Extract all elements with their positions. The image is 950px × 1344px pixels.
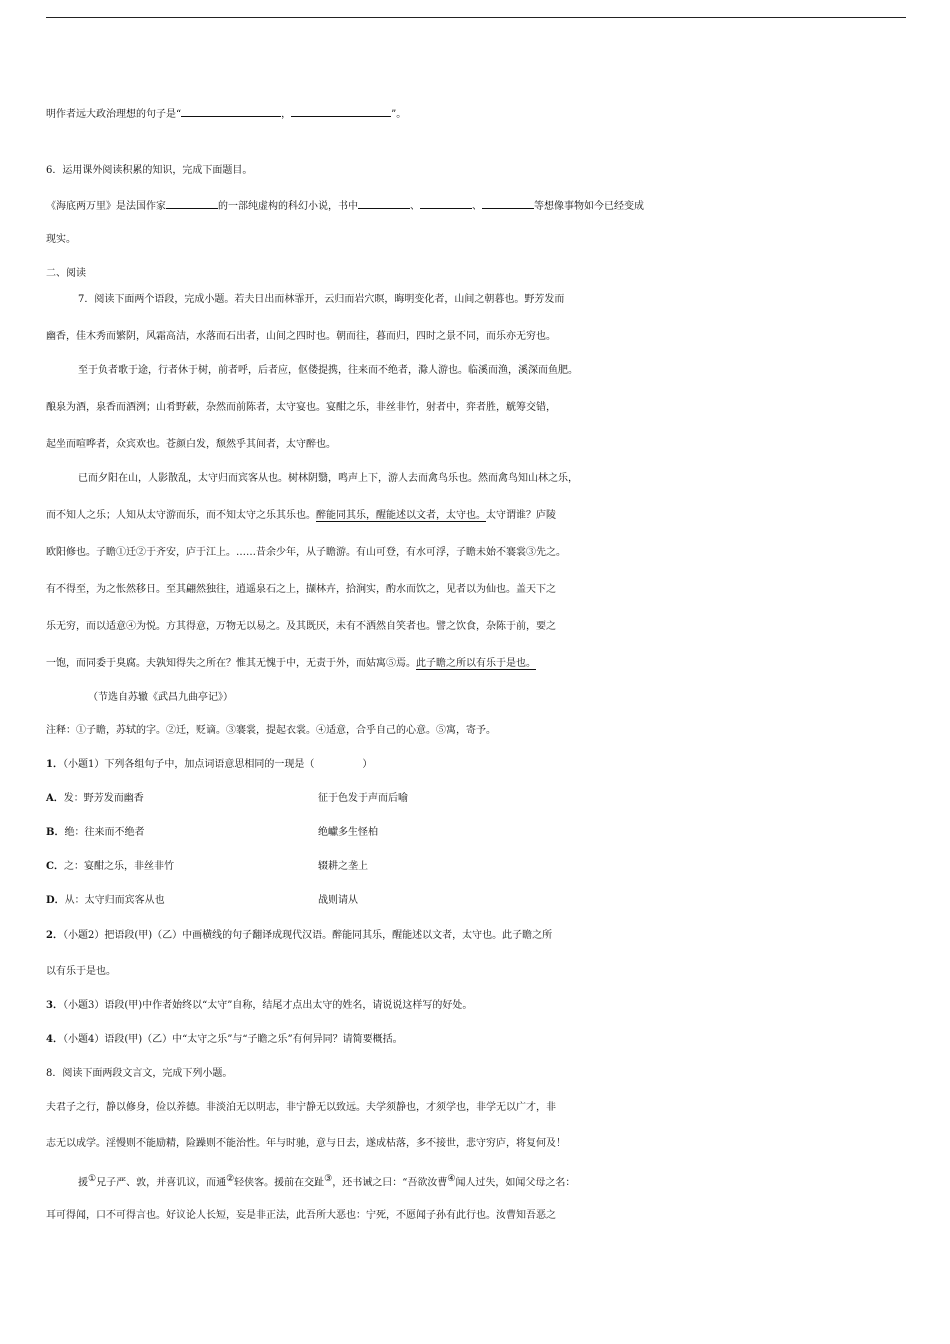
option-d[interactable] [46,890,908,912]
question-text: （小题1）下列各组句子中，加点词语意思相同的一现是（ [62,759,315,770]
footnote-marker: ④ [447,1174,456,1184]
q7-para1-line1: 7．阅读下面两个语段，完成小题。若夫日出而林霏开，云归而岩穴暝，晦明变化者，山间之朝暮也。野芳发而 [78,294,565,305]
footnote-marker: ③ [324,1174,333,1184]
q8-para2-line1 [78,1168,940,1194]
source-citation: （节选自苏辙《武昌九曲亭记》） [88,692,233,703]
q6-line2: 现实。 [46,234,76,245]
q8-title: 8．阅读下面两段文言文，完成下列小题。 [46,1068,233,1079]
q8-para1-line1: 夫君子之行，静以修身，俭以养德。非淡泊无以明志，非宁静无以致远。夫学须静也，才须学也，非学无以广才，非 [46,1102,556,1113]
option-right: 绝巘多生怪柏 [318,827,378,838]
q7-para3-line6 [46,653,908,675]
q7-para1-line2: 幽香，佳木秀而繁阴，风霜高洁，水落而石出者，山间之四时也。朝而往，暮而归，四时之景不同，而乐亦无穷也。 [46,331,556,342]
q7-para3-line3: 欧阳修也。子瞻①迁②于齐安，庐于江上。……昔余少年，从子瞻游。有山可登，有水可浮，子瞻未始不褰裳③先之。 [46,547,566,558]
answer-blank[interactable] [358,193,410,209]
q8-text: 兄子严、敦，并喜讥议，而通 [96,1177,227,1189]
option-left: 绝：往来而不绝者 [64,827,145,838]
option-label: A． [46,793,64,804]
q7-para3-line4: 有不得至，为之怅然移日。至其翩然独往，逍遥泉石之上，撷林卉，拾涧实，酌水而饮之，见者以为仙也。盖天下之 [46,584,556,595]
underlined-sentence: 醉能同其乐，醒能述以文者，太守也。 [316,510,486,521]
option-b[interactable] [46,822,908,844]
subquestion-1 [46,754,908,776]
option-right: 战则请从 [318,895,358,906]
question-text: （小题4）语段(甲)（乙）中“太守之乐”与“子瞻之乐”有何异同？请简要概括。 [62,1034,403,1045]
q7-para3-line2 [46,505,908,527]
question-close: ） [362,759,373,770]
q6-sep: 、 [410,201,420,212]
q5-tail-line [46,101,908,126]
q6-text-a: 《海底两万里》是法国作家 [46,201,166,212]
q7-para3-line1: 已而夕阳在山，人影散乱，太守归而宾客从也。树林阴翳，鸣声上下，游人去而禽鸟乐也。然而禽鸟知山林之乐， [78,473,578,484]
option-c[interactable] [46,856,908,878]
subquestion-2 [46,925,908,947]
q7-text: 太守谓谁？庐陵 [486,510,556,521]
q8-para1-line2: 志无以成学。淫慢则不能励精，险躁则不能治性。年与时驰，意与日去，遂成枯落，多不接世，悲守穷庐，将复何及！ [46,1138,566,1149]
option-label: C． [46,861,64,872]
question-number: 2． [46,930,63,941]
option-left: 发：野芳发而幽香 [63,793,144,804]
q8-para2-line2: 耳可得闻，口不可得言也。好议论人长短，妄是非正法，此吾所大恶也：宁死，不愿闻子孙有此行也。汝曹知吾恶之 [46,1210,556,1221]
underlined-sentence: 此子瞻之所以有乐于是也。 [416,658,536,669]
subquestion-4 [46,1029,908,1051]
q5-text: 明作者远大政治理想的句子是“ [46,109,182,120]
option-label: D． [46,895,65,906]
footnote-marker: ② [226,1174,235,1184]
q6-line1 [46,193,908,218]
q6-sep: 、 [472,201,482,212]
question-text: （小题2）把语段(甲)（乙）中画横线的句子翻译成现代汉语。醉能同其乐，醒能述以文者，太守也。此子瞻之所 [62,930,553,941]
answer-blank[interactable] [482,193,534,209]
question-number: 3． [46,1000,63,1011]
question-number: 1． [46,759,63,770]
footnote-marker: ① [88,1174,97,1184]
answer-blank[interactable] [291,101,391,117]
q7-text: 而不知人之乐；人知从太守游而乐，而不知太守之乐其乐也。 [46,510,316,521]
q7-para2-line2: 酿泉为酒，泉香而酒洌；山肴野蔌，杂然而前陈者，太守宴也。宴酣之乐，非丝非竹，射者中，弈者胜，觥筹交错， [46,402,556,413]
option-label: B． [46,827,65,838]
annotations: 注释：①子瞻，苏轼的字。②迁，贬谪。③褰裳，提起衣裳。④适意，合乎自己的心意。⑤寓，寄予。 [46,725,496,736]
option-left: 之：宴酣之乐，非丝非竹 [63,861,174,872]
answer-blank[interactable] [181,101,281,117]
option-a[interactable] [46,788,908,810]
option-left: 从：太守归而宾客从也 [64,895,165,906]
q6-text-c: 等想像事物如今已经变成 [534,201,644,212]
answer-blank[interactable] [166,193,218,209]
option-right: 辍耕之垄上 [318,861,368,872]
question-text: （小题3）语段(甲)中作者始终以“太守”自称，结尾才点出太守的姓名，请说说这样写的好处。 [62,1000,473,1011]
section-heading: 二、阅读 [46,268,86,279]
q5-comma: ， [281,109,292,120]
header-rule [46,17,906,18]
q7-para2-line3: 起坐而喧哗者，众宾欢也。苍颜白发，颓然乎其间者，太守醉也。 [46,439,336,450]
q7-para3-line5: 乐无穷，而以适意④为悦。方其得意，万物无以易之。及其既厌，未有不洒然自笑者也。譬之饮食，杂陈于前，要之 [46,621,556,632]
subquestion-3 [46,995,908,1017]
q6-title: 6．运用课外阅读积累的知识，完成下面题目。 [46,165,253,176]
answer-blank[interactable] [420,193,472,209]
q7-para2-line1: 至于负者歌于途，行者休于树，前者呼，后者应，伛偻提携，往来而不绝者，滁人游也。临溪而渔，溪深而鱼肥。 [78,365,578,376]
question-number: 4． [46,1034,63,1045]
subquestion-2-line2: 以有乐于是也。 [46,966,116,977]
q8-text: 援 [78,1177,88,1189]
q8-text: 轻侠客。援前在交趾 [234,1177,325,1189]
q8-text: ，还书诫之曰：“吾欲汝曹 [332,1177,448,1189]
q6-text-b: 的一部纯虚构的科幻小说，书中 [218,201,358,212]
q7-text: 一饱，而同委于臭腐。夫孰知得失之所在？惟其无愧于中，无责于外，而姑寓⑤焉。 [46,658,416,669]
option-right: 征于色发于声而后喻 [318,793,408,804]
q5-close: ”。 [391,109,407,120]
q8-text: 闻人过失，如闻父母之名： [455,1177,576,1189]
